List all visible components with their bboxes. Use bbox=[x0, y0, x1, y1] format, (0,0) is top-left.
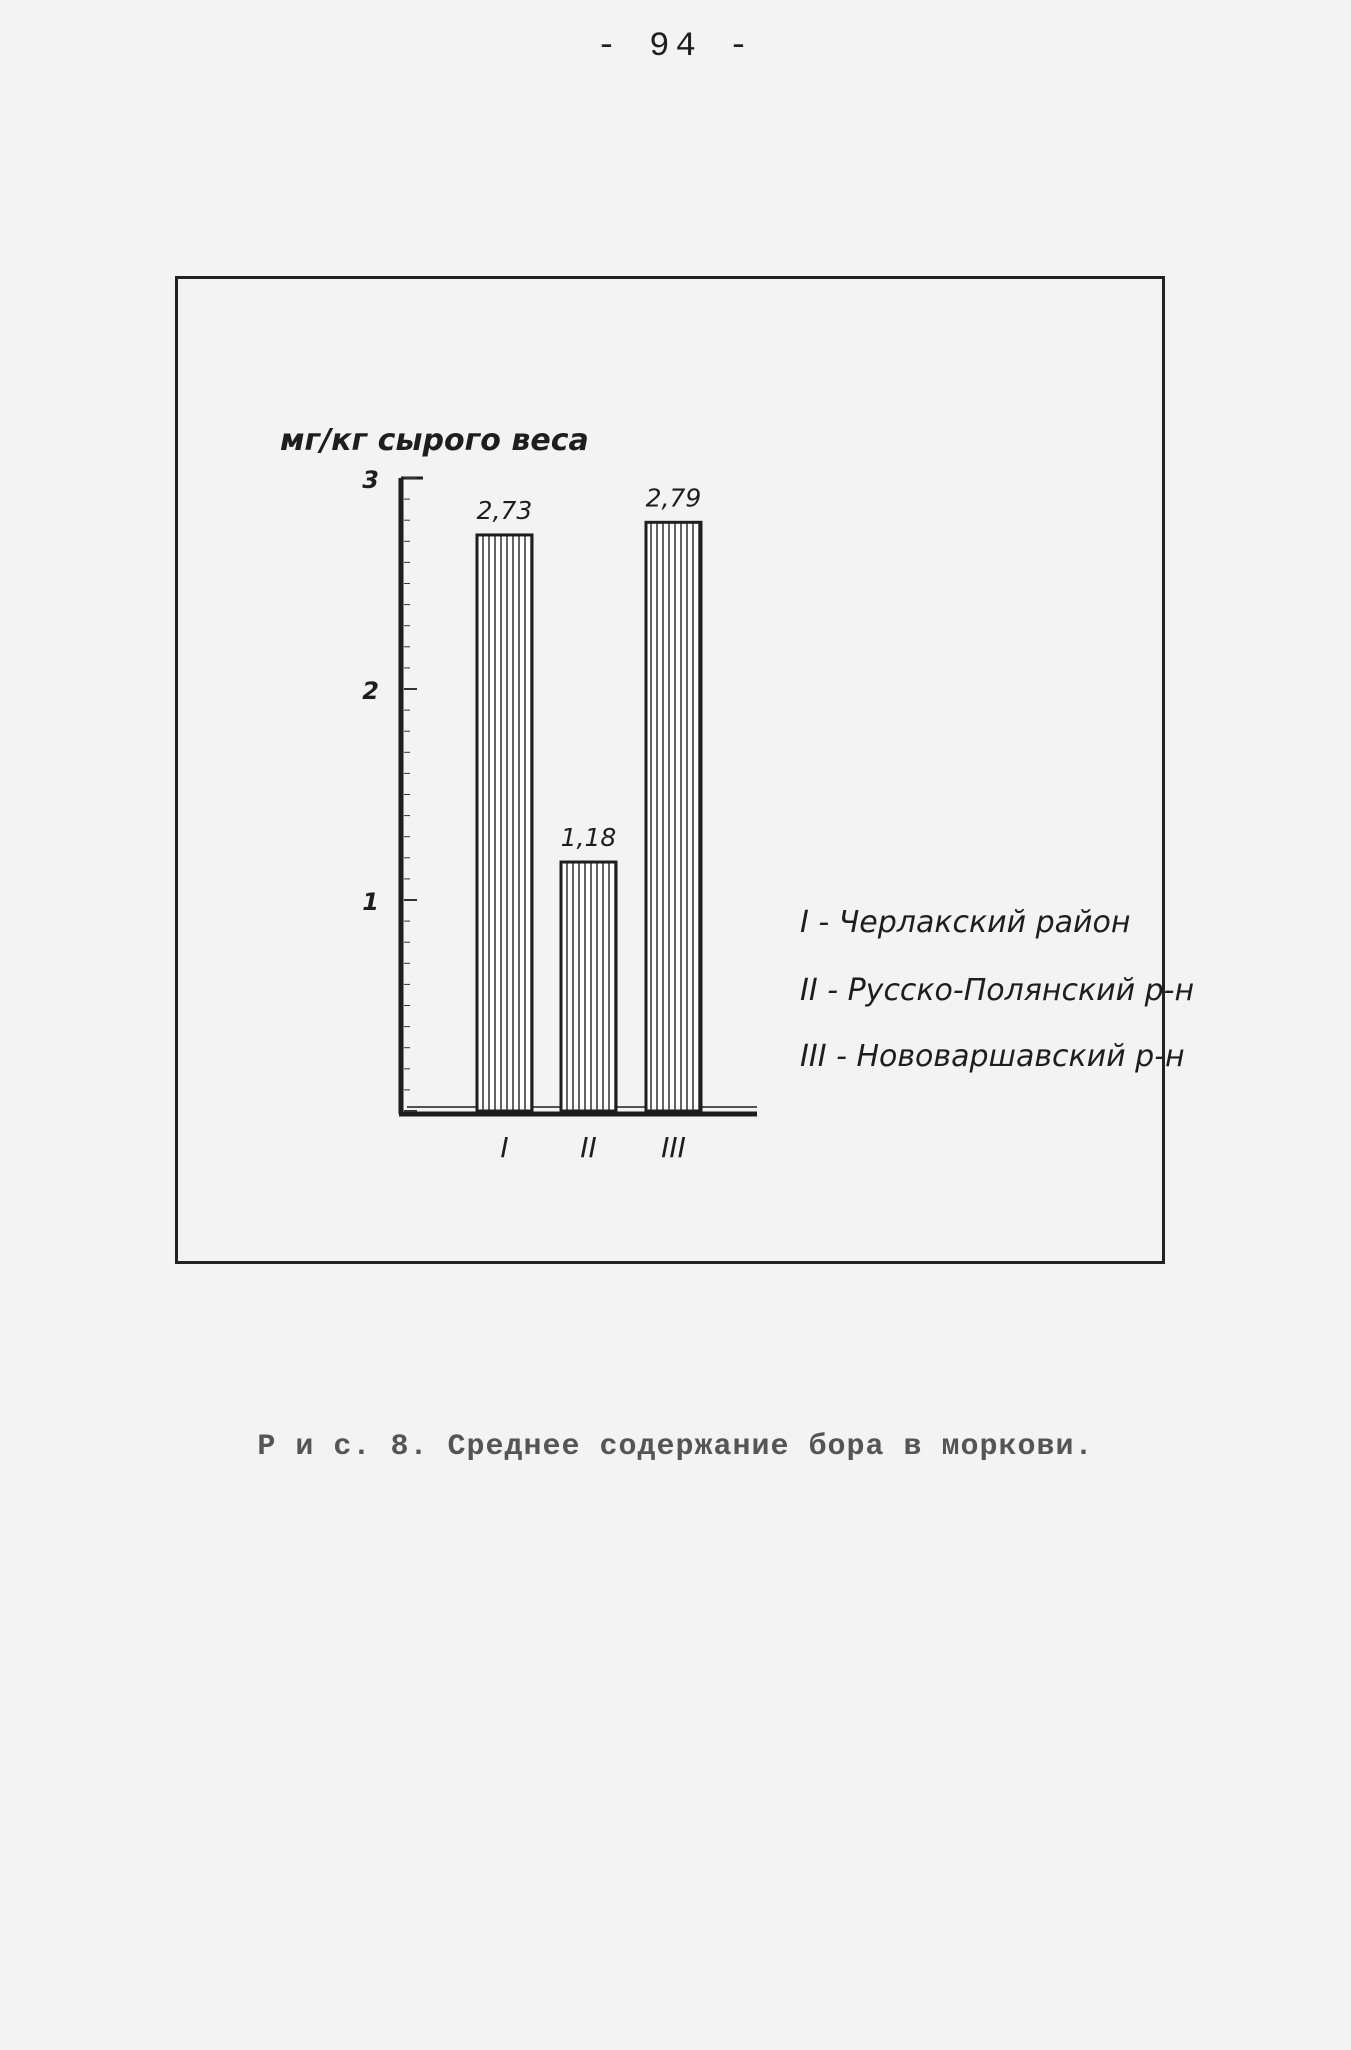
bar-group-1 bbox=[477, 496, 533, 1164]
legend-entry: I - Черлакский район bbox=[800, 905, 1131, 940]
bar-group-3 bbox=[646, 483, 702, 1164]
bar-value-label: 1,18 bbox=[560, 823, 617, 853]
bar bbox=[477, 535, 532, 1111]
legend-entry: II - Русско-Полянский р-н bbox=[800, 973, 1195, 1008]
legend-entry: III - Нововаршавский р-н bbox=[800, 1039, 1185, 1074]
y-tick-label: 2 bbox=[362, 677, 379, 705]
page-number: - 94 - bbox=[596, 28, 755, 66]
y-axis-label: мг/кг сырого веса bbox=[280, 423, 589, 458]
legend bbox=[800, 905, 1194, 1074]
bar-value-label: 2,79 bbox=[645, 483, 702, 513]
bars bbox=[477, 483, 702, 1164]
y-tick-label: 1 bbox=[362, 888, 379, 916]
y-tick-label: 3 bbox=[362, 466, 379, 494]
bar bbox=[646, 522, 701, 1111]
bar bbox=[561, 862, 616, 1111]
x-category-label: III bbox=[661, 1131, 686, 1164]
x-category-label: I bbox=[500, 1131, 509, 1164]
figure-caption: Р и с. 8. Среднее содержание бора в моркови. bbox=[257, 1430, 1094, 1464]
bar-value-label: 2,73 bbox=[476, 495, 533, 525]
x-category-label: II bbox=[580, 1131, 597, 1164]
y-ticks bbox=[362, 466, 417, 1111]
